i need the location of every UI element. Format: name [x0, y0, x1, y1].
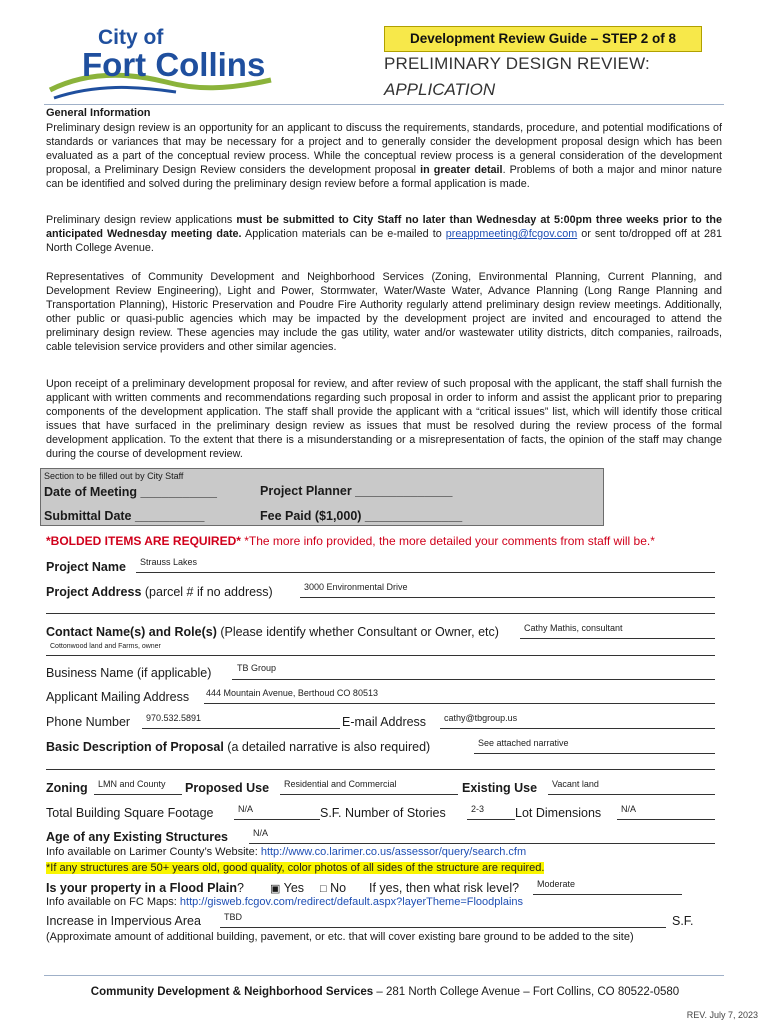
lot-dimensions-label: Lot Dimensions	[515, 806, 602, 820]
intro-paragraph: Preliminary design review is an opportunity for an applicant to discuss the requirements, standards, procedure, and potential modifications of standards or variances that may be necessary for a project and to generally consider the development proposal design which has been evaluated as a part of the conceptual review process. While the conceptual review process is a general consideration of the development proposal, a Preliminary Design Review considers the development proposal in greater detail. Problems of both a major and minor nature can be identified and solved during the preliminary design review before a formal application is made.	[46, 122, 722, 191]
contact-line2	[46, 655, 715, 656]
impervious-value[interactable]: TBD	[224, 912, 242, 922]
contact-value-line2[interactable]: Cottonwood land and Farms, owner	[50, 643, 161, 650]
mailing-address-value[interactable]: 444 Mountain Avenue, Berthoud CO 80513	[206, 688, 378, 698]
impervious-line	[220, 927, 666, 928]
description-label: Basic Description of Proposal (a detailed narrative is also required)	[46, 740, 431, 754]
lot-dimensions-line	[617, 819, 715, 820]
age-value[interactable]: N/A	[253, 828, 269, 838]
sqft-label: Total Building Square Footage	[46, 806, 214, 820]
zoning-line	[94, 794, 182, 795]
project-address-line	[300, 597, 715, 598]
phone-value[interactable]: 970.532.5891	[146, 713, 202, 723]
email-label: E-mail Address	[342, 715, 427, 729]
project-address-value[interactable]: 3000 Environmental Drive	[304, 582, 408, 592]
business-name-label: Business Name (if applicable)	[46, 666, 212, 680]
phone-label: Phone Number	[46, 715, 131, 729]
proposed-use-line	[280, 794, 458, 795]
project-name-value[interactable]: Strauss Lakes	[140, 557, 198, 567]
contact-line	[520, 638, 715, 639]
staff-note: Section to be filled out by City Staff	[44, 471, 184, 481]
email-line	[440, 728, 715, 729]
existing-use-line	[548, 794, 715, 795]
date-of-meeting-field: Date of Meeting ___________	[44, 485, 218, 499]
description-line	[474, 753, 715, 754]
email-link[interactable]: preappmeeting@fcgov.com	[445, 228, 578, 241]
logo-main-text: Fort Collins	[82, 46, 266, 83]
zoning-value[interactable]: LMN and County	[98, 779, 166, 789]
age-line	[249, 843, 715, 844]
footer: Community Development & Neighborhood Services – 281 North College Avenue – Fort Collins, CO 80522-0580	[90, 986, 680, 998]
project-name-label: Project Name	[46, 560, 126, 574]
submission-paragraph: Preliminary design review applications must be submitted to City Staff no later than Wednesday at 5:00pm three weeks prior to the anticipated Wednesday meeting date. Application materials can be e-mailed to preappmeeting@fcgov.com or sent to/dropped off at 281 North College Avenue.	[46, 214, 722, 255]
logo-top-text: City of	[98, 26, 164, 49]
impervious-label: Increase in Impervious Area	[46, 914, 201, 928]
city-logo	[46, 20, 276, 110]
flood-risk-line	[533, 894, 682, 895]
fc-maps-link[interactable]: http://gisweb.fcgov.com/redirect/default.aspx?layerTheme=Floodplains	[179, 896, 524, 908]
fc-maps-info: Info available on FC Maps: http://gisweb.fcgov.com/redirect/default.aspx?layerTheme=Floodplains	[46, 896, 524, 908]
representatives-paragraph: Representatives of Community Development and Neighborhood Services (Zoning, Environmental Planning, Current Planning, and Development Review Engineering), Light and Power, Stormwater, Water/Waste Water, Advance Planning (Long Range Planning and Transportation Planning), Historic Preservation and Poudre Fire Authority regularly attend preliminary design review meetings. Additionally, other public or quasi-public agencies which may be impacted by the development project are invited and encouraged to attend the preliminary design review. These agencies may include the gas utility, water and/or wastewater utility districts, ditch companies, railroads, cable television service providers and other similar agencies.	[46, 271, 722, 354]
business-name-line	[232, 679, 715, 680]
checkbox-checked-icon: ▣	[270, 883, 281, 895]
business-name-value[interactable]: TB Group	[237, 663, 277, 673]
flood-no-option[interactable]: □ No	[320, 881, 347, 895]
impervious-note: (Approximate amount of additional building, pavement, or etc. that will cover existing bare ground to be added to the site)	[46, 931, 634, 943]
page-subtitle: APPLICATION	[384, 80, 496, 99]
flood-yes-option[interactable]: ▣ Yes	[270, 881, 305, 895]
project-address-label: Project Address (parcel # if no address)	[46, 585, 273, 599]
checkbox-empty-icon: □	[320, 883, 327, 895]
existing-use-label: Existing Use	[462, 781, 538, 795]
age-label: Age of any Existing Structures	[46, 830, 228, 844]
photo-note: *If any structures are 50+ years old, good quality, color photos of all sides of the structure are required.	[46, 862, 545, 874]
footer-divider	[44, 975, 724, 976]
page-title: PRELIMINARY DESIGN REVIEW:	[384, 54, 650, 73]
description-line2	[46, 769, 715, 770]
sqft-value[interactable]: N/A	[238, 804, 254, 814]
email-value[interactable]: cathy@tbgroup.us	[444, 713, 518, 723]
county-link[interactable]: http://www.co.larimer.co.us/assessor/query/search.cfm	[260, 846, 527, 858]
required-notice: *BOLDED ITEMS ARE REQUIRED* *The more info provided, the more detailed your comments from staff will be.*	[46, 534, 655, 548]
project-planner-field: Project Planner ______________	[260, 484, 453, 498]
general-info-heading: General Information	[46, 107, 151, 119]
proposed-use-label: Proposed Use	[185, 781, 270, 795]
sqft-line	[234, 819, 320, 820]
project-address-line2	[46, 613, 715, 614]
flood-risk-value[interactable]: Moderate	[537, 879, 576, 889]
contact-label: Contact Name(s) and Role(s) (Please identify whether Consultant or Owner, etc)	[46, 625, 499, 639]
existing-use-value[interactable]: Vacant land	[552, 779, 599, 789]
step-banner: Development Review Guide – STEP 2 of 8	[384, 26, 702, 52]
impervious-unit: S.F.	[672, 914, 694, 928]
revision-date: REV. July 7, 2023	[686, 1010, 758, 1020]
flood-plain-row: Is your property in a Flood Plain?	[46, 881, 244, 895]
phone-line	[142, 728, 340, 729]
project-name-line	[136, 572, 715, 573]
lot-dimensions-value[interactable]: N/A	[621, 804, 637, 814]
flood-risk-label: If yes, then what risk level?	[369, 881, 520, 895]
review-paragraph: Upon receipt of a preliminary development proposal for review, and after review of such proposal with the applicant, the staff shall furnish the applicant with written comments and recommendations regarding such proposal in order to inform and assist the applicant prior to preparing components of the development application. The staff shall provide the applicant with a “critical issues” list, which will identify those critical issues that have surfaced in the preliminary design review as issues that must be resolved during the review process of the formal development application. To the extent that there is a misunderstanding or a misrepresentation of facts, the opinion of the staff may change during the course of development review.	[46, 378, 722, 461]
fee-paid-field: Fee Paid ($1,000) ______________	[260, 509, 463, 523]
header-divider	[44, 104, 724, 105]
county-info: Info available on Larimer County’s Website: http://www.co.larimer.co.us/assessor/query/search.cfm	[46, 846, 527, 858]
proposed-use-value[interactable]: Residential and Commercial	[284, 779, 397, 789]
mailing-address-line	[204, 703, 715, 704]
description-value[interactable]: See attached narrative	[478, 738, 569, 748]
zoning-label: Zoning	[46, 781, 88, 795]
mailing-address-label: Applicant Mailing Address	[46, 690, 190, 704]
submittal-date-field: Submittal Date __________	[44, 509, 205, 523]
contact-value[interactable]: Cathy Mathis, consultant	[524, 623, 623, 633]
stories-label: S.F. Number of Stories	[320, 806, 446, 820]
stories-line	[467, 819, 515, 820]
stories-value[interactable]: 2-3	[471, 804, 485, 814]
